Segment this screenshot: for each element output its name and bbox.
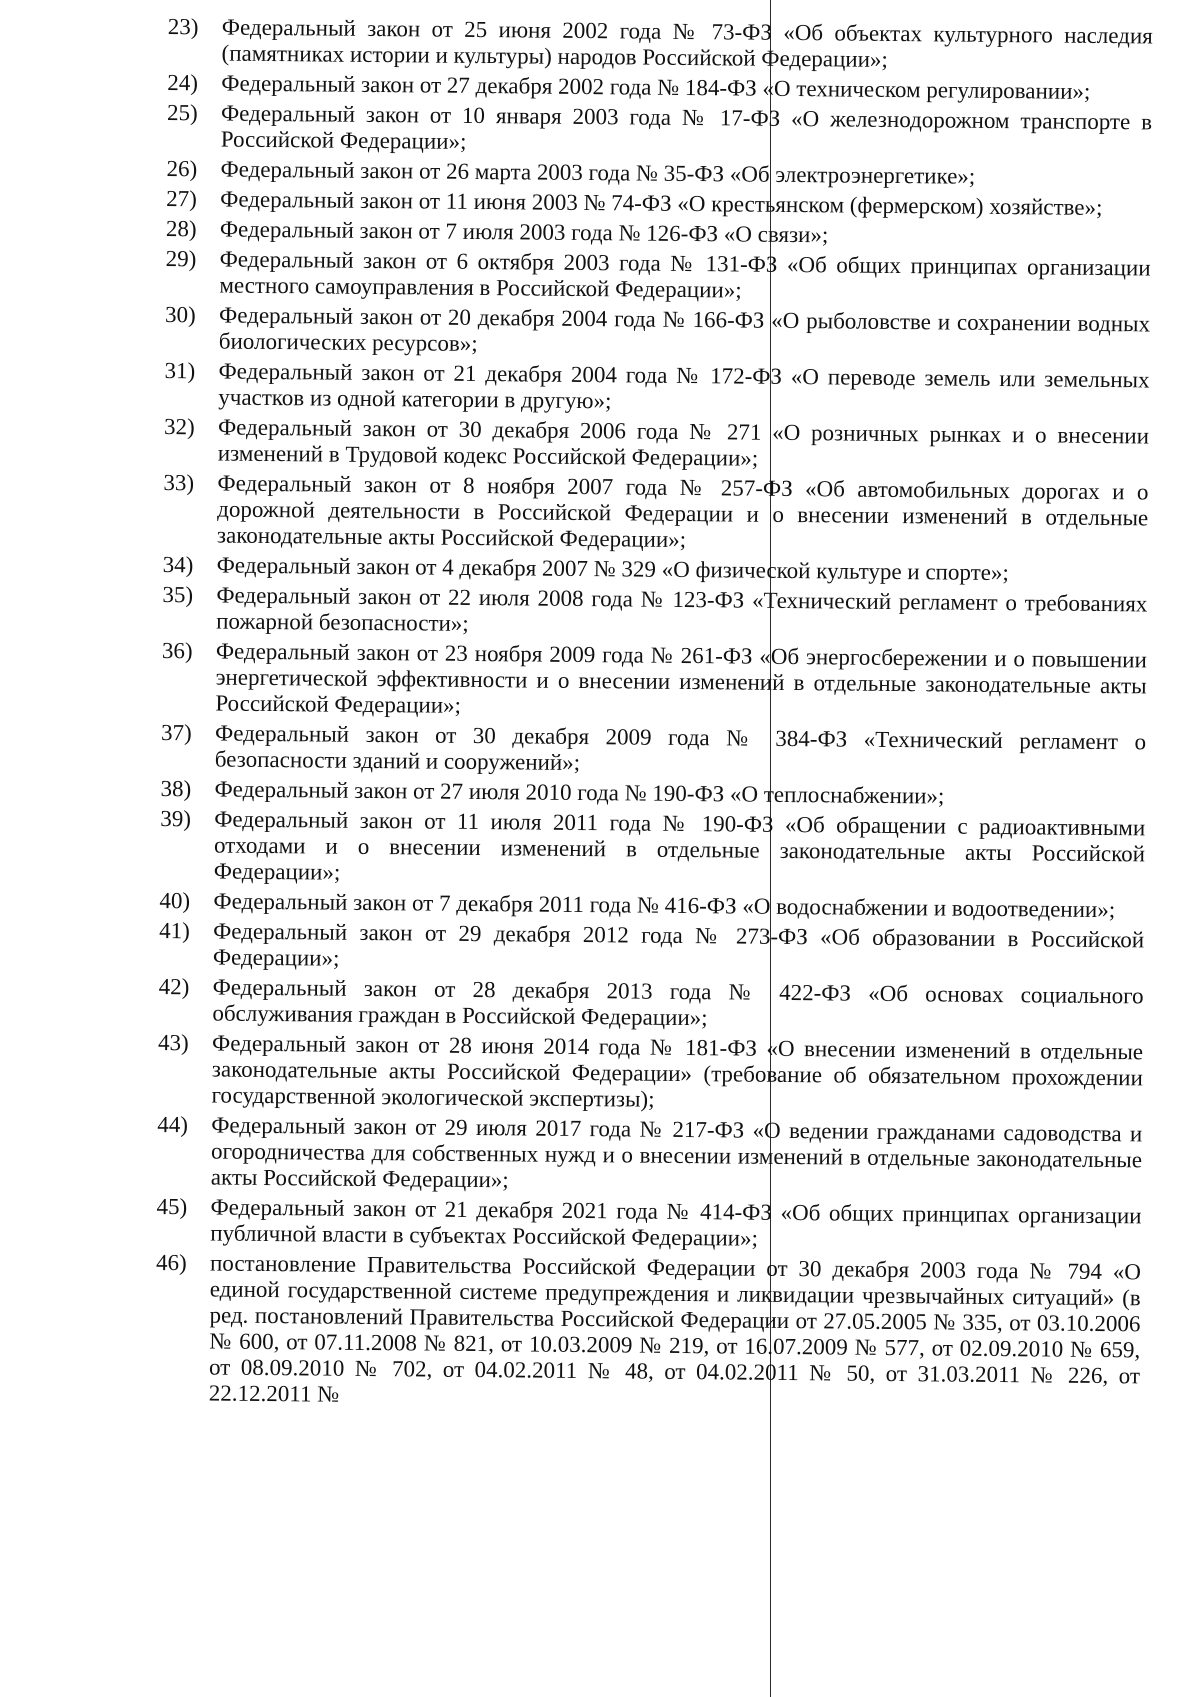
list-item-number: 44)	[157, 1111, 189, 1138]
list-item	[157, 1030, 1143, 1117]
list-item	[162, 582, 1147, 643]
list-item-text: Федеральный закон от 11 июля 2011 года № 190-ФЗ «Об обращении с радиоактивными отходами и о внесении изменений в отдельные законодательные акты Российской Федерации»;	[213, 806, 1146, 885]
list-item-number: 41)	[159, 917, 190, 944]
list-item-number: 32)	[163, 413, 195, 440]
list-item-text: Федеральный закон от 21 декабря 2021 года № 414-ФЗ «Об общих принципах организации публичной власти в субъектах Российской Федерации»;	[210, 1194, 1142, 1251]
list-item-number: 28)	[165, 215, 197, 242]
list-item	[159, 918, 1144, 979]
list-item	[165, 246, 1150, 307]
list-item	[158, 974, 1143, 1035]
list-item-number: 34)	[162, 551, 194, 578]
list-item-number: 27)	[166, 185, 198, 212]
list-item	[164, 414, 1149, 475]
list-item-number: 37)	[160, 719, 192, 746]
legal-acts-list	[155, 14, 1153, 1419]
list-item-number: 46)	[155, 1249, 187, 1276]
list-item-text: Федеральный закон от 6 октября 2003 года № 131-ФЗ «Об общих принципах организации местного самоуправления в Российской Федерации»;	[219, 246, 1151, 303]
list-item-number: 25)	[166, 99, 198, 126]
list-item-number: 42)	[158, 973, 190, 1000]
list-item-number: 39)	[160, 805, 192, 832]
list-item-text: Федеральный закон от 7 июля 2003 года № 126-ФЗ «О связи»;	[219, 216, 829, 248]
list-item-text: Федеральный закон от 26 марта 2003 года № 35-ФЗ «Об электроэнергетике»;	[220, 156, 976, 189]
list-item	[167, 100, 1152, 161]
list-item	[161, 638, 1147, 725]
list-item-text: Федеральный закон от 7 декабря 2011 года № 416-ФЗ «О водоснабжении и водоотведении»;	[213, 888, 1116, 923]
list-item-number: 35)	[162, 581, 194, 608]
list-item	[156, 1194, 1141, 1255]
list-item-number: 40)	[159, 887, 191, 914]
list-item-number: 26)	[166, 155, 198, 182]
list-item-text: Федеральный закон от 29 декабря 2012 года № 273-ФЗ «Об образовании в Российской Федерации»;	[212, 918, 1145, 971]
list-item	[157, 1112, 1143, 1199]
list-item	[163, 552, 1148, 587]
list-item	[167, 70, 1152, 105]
list-item	[161, 720, 1146, 781]
list-item-number: 45)	[156, 1193, 188, 1220]
list-item-text: постановление Правительства Российской Федерации от 30 декабря 2003 года № 794 «О единой государственной системе предупреждения и ликвидации чрезвычайных ситуаций» (в ред. постановлений Правительства Российской Федерации от 27.05.2005 № 335, от 03.10.2006 № 600, от 07.11.2008 № 821, от 10.03.2009 № 219, от 16.07.2009 № 577, от 02.09.2010 № 659, от 08.09.2010 № 702, от 04.02.2011 № 48, от 04.02.2011 № 50, от 31.03.2011 № 226, от 22.12.2011 №	[208, 1250, 1142, 1407]
list-item	[166, 186, 1151, 221]
list-item	[165, 302, 1150, 363]
list-item-number: 36)	[161, 637, 193, 664]
list-item-number: 24)	[167, 69, 199, 96]
list-item-text: Федеральный закон от 23 ноября 2009 года № 261-ФЗ «Об энергосбережении и о повышении энергетической эффективности и о внесении изменений в отдельные законодательные акты Российской Федерации»;	[215, 638, 1147, 718]
list-item-text: Федеральный закон от 30 декабря 2009 года № 384-ФЗ «Технический регламент о безопасности зданий и сооружений»;	[214, 720, 1147, 775]
list-item-text: Федеральный закон от 11 июня 2003 № 74-ФЗ «О крестьянском (фермерском) хозяйстве»;	[220, 186, 1103, 220]
list-item	[166, 156, 1151, 191]
list-item-text: Федеральный закон от 21 декабря 2004 года № 172-ФЗ «О переводе земель или земельных участков из одной категории в другую»;	[218, 358, 1150, 414]
list-item-text: Федеральный закон от 25 июня 2002 года № 73-ФЗ «Об объектах культурного наследия (памятниках истории и культуры) народов Российской Федерации»;	[221, 14, 1153, 72]
list-item	[166, 216, 1151, 251]
list-item-number: 33)	[163, 469, 195, 496]
list-item	[164, 358, 1149, 419]
list-item-number: 43)	[158, 1029, 189, 1056]
list-item-number: 38)	[160, 775, 192, 802]
list-item-number: 23)	[167, 14, 199, 40]
list-item-text: Федеральный закон от 10 января 2003 года № 17-ФЗ «О железнодорожном транспорте в Российской Федерации»;	[220, 100, 1153, 154]
list-item-text: Федеральный закон от 22 июля 2008 года № 123-ФЗ «Технический регламент о требованиях пожарной безопасности»;	[216, 582, 1148, 636]
list-item-text: Федеральный закон от 27 декабря 2002 года № 184-ФЗ «О техническом регулировании»;	[221, 70, 1091, 104]
list-item-text: Федеральный закон от 20 декабря 2004 года № 166-ФЗ «О рыболовстве и сохранении водных биологических ресурсов»;	[218, 302, 1151, 356]
list-item	[160, 776, 1145, 811]
list-item	[160, 806, 1146, 893]
list-item-number: 30)	[164, 301, 196, 328]
list-item-number: 31)	[164, 357, 196, 384]
list-item	[163, 470, 1149, 557]
list-item-number: 29)	[165, 245, 197, 272]
list-item-text: Федеральный закон от 8 ноября 2007 года № 257-ФЗ «Об автомобильных дорогах и о дорожной деятельности в Российской Федерации и о внесении изменений в отдельные законодательные акты Российской Федерации»;	[216, 470, 1149, 552]
list-item-text: Федеральный закон от 30 декабря 2006 года № 271 «О розничных рынках и о внесении изменений в Трудовой кодекс Российской Федерации»;	[217, 414, 1150, 471]
list-item-text: Федеральный закон от 4 декабря 2007 № 329 «О физической культуре и спорте»;	[216, 552, 1009, 586]
list-item-text: Федеральный закон от 28 июня 2014 года № 181-ФЗ «О внесении изменений в отдельные законодательные акты Российской Федерации» (требование об обязательном прохождении государственной экологической экспертизы);	[211, 1030, 1144, 1112]
list-item	[168, 14, 1153, 75]
list-item-text: Федеральный закон от 29 июля 2017 года № 217-ФЗ «О ведении гражданами садоводства и огородничества для собственных нужд и о внесении изменений в отдельные законодательные акты Российской Федерации»;	[210, 1112, 1143, 1193]
list-item-text: Федеральный закон от 27 июля 2010 года № 190-ФЗ «О теплоснабжении»;	[214, 776, 945, 809]
list-item-text: Федеральный закон от 28 декабря 2013 года № 422-ФЗ «Об основах социального обслуживания граждан в Российской Федерации»;	[212, 974, 1144, 1031]
list-item	[155, 1250, 1141, 1415]
list-item	[159, 888, 1144, 923]
